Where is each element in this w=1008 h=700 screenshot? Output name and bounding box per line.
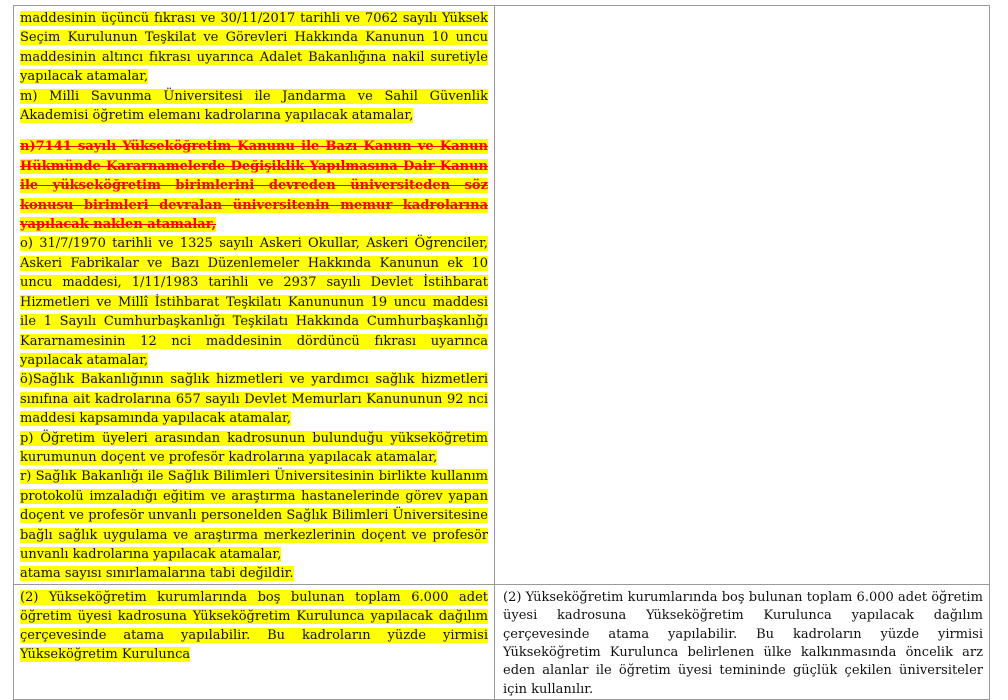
right-bottom-cell (495, 584, 990, 699)
paragraph-tail: atama sayısı sınırlamalarına tabi değildir. (20, 566, 294, 582)
paragraph-2-right: (2) Yükseköğretim kurumlarında boş bulunan toplam 6.000 adet öğretim üyesi kadrosuna Yükseköğretim Kurulunca yapılacak dağılım çerçevesinde atama yapılabilir. Bu kadroların yüzde yirmisi Yükseköğretim Kurulunca belirlenen ülke kalkınmasında öncelik arz eden alanlar ile öğretim üyesi temininde güçlük çekilen üniversiteler için kullanılır. (503, 589, 983, 697)
table-row (14, 6, 990, 585)
paragraph-m: m) Milli Savunma Üniversitesi ile Jandarma ve Sahil Güvenlik Akademisi öğretim elemanı kadrolarına yapılacak atamalar, (20, 88, 488, 124)
paragraph-l-continuation: maddesinin üçüncü fıkrası ve 30/11/2017 tarihli ve 7062 sayılı Yüksek Seçim Kurulunun Teşkilat ve Görevleri Hakkında Kanunun 10 uncu maddesinin altıncı fıkrası uyarınca Adalet Bakanlığına nakil suretiyle yapılacak atamalar, (20, 11, 488, 85)
paragraph-o: o) 31/7/1970 tarihli ve 1325 sayılı Askeri Okullar, Askeri Öğrenciler, Askeri Fabrikalar ve Bazı Düzenlemeler Hakkında Kanunun ek 10 uncu maddesi, 1/11/1983 tarihli ve 2937 sayılı Devlet İstihbarat Hizmetleri ve Millî İstihbarat Teşkilatı Kanununun 19 uncu maddesi ile 1 Sayılı Cumhurbaşkanlığı Teşkilatı Hakkında Cumhurbaşkanlığı Kararnamesinin 12 nci maddesinin dördüncü fıkrası uyarınca yapılacak atamalar, (20, 236, 488, 368)
paragraph-r: r) Sağlık Bakanlığı ile Sağlık Bilimleri Üniversitesinin birlikte kullanım protokolü imzaladığı eğitim ve araştırma hastanelerinde görev yapan doçent ve profesör unvanlı personelden Sağlık Bilimleri Üniversitesine bağlı sağlık uygulama ve araştırma merkezlerinin doçent ve profesör unvanlı kadrolarına yapılacak atamalar, (20, 469, 488, 562)
paragraph-p: p) Öğretim üyeleri arasından kadrosunun bulunduğu yükseköğretim kurumunun doçent ve profesör kadrolarına yapılacak atamalar, (20, 430, 488, 465)
paragraph-2-left: (2) Yükseköğretim kurumlarında boş bulunan toplam 6.000 adet öğretim üyesi kadrosuna Yükseköğretim Kurulunca yapılacak dağılım çerçevesinde atama yapılabilir. Bu kadroların yüzde yirmisi Yükseköğretim Kurulunca (20, 589, 488, 663)
paragraph-oe: ö)Sağlık Bakanlığının sağlık hizmetleri ve yardımcı sağlık hizmetleri sınıfına ait kadrolarına 657 sayılı Devlet Memurları Kanununun 92 nci maddesi kapsamında yapılacak atamalar, (20, 372, 488, 427)
right-top-cell (495, 6, 990, 585)
comparison-table (13, 5, 990, 700)
left-top-cell (14, 6, 495, 585)
left-bottom-cell (14, 584, 495, 699)
paragraph-n-deleted: n)7141 sayılı Yükseköğretim Kanunu ile Bazı Kanun ve Kanun Hükmünde Kararnamelerde Değişiklik Yapılmasına Dair Kanun ile yükseköğretim birimlerini devreden üniversiteden söz konusu birimleri devralan üniversitenin memur kadrolarına yapılacak naklen atamalar, (20, 139, 488, 233)
table-row (14, 584, 990, 699)
